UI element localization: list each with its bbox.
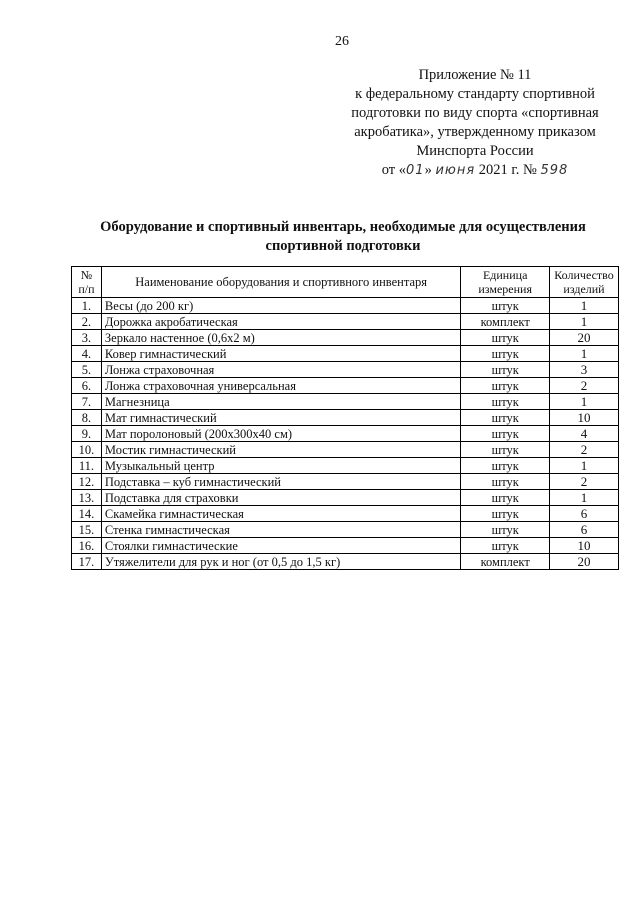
- cell-unit: штук: [461, 362, 550, 378]
- equipment-table: [71, 266, 619, 570]
- handwritten-order-number: 598: [540, 163, 569, 178]
- table-row: [72, 298, 619, 314]
- cell-qty: 1: [550, 490, 619, 506]
- cell-num: 3.: [72, 330, 102, 346]
- cell-num: 13.: [72, 490, 102, 506]
- appendix-line-4: акробатика», утвержденному приказом: [354, 124, 596, 140]
- appendix-line-3: подготовки по виду спорта «спортивная: [351, 105, 599, 121]
- table-row: [72, 314, 619, 330]
- header-name: Наименование оборудования и спортивного инвентаря: [101, 267, 460, 298]
- appendix-header: [330, 66, 620, 180]
- header-num: № п/п: [72, 267, 102, 298]
- title-line-1: Оборудование и спортивный инвентарь, необходимые для осуществления: [100, 219, 586, 235]
- cell-unit: штук: [461, 522, 550, 538]
- cell-qty: 6: [550, 506, 619, 522]
- handwritten-day: 01: [406, 163, 425, 178]
- cell-unit: штук: [461, 474, 550, 490]
- table-row: [72, 522, 619, 538]
- cell-name: Весы (до 200 кг): [101, 298, 460, 314]
- appendix-title: Приложение № 11: [418, 67, 532, 83]
- cell-qty: 1: [550, 314, 619, 330]
- cell-num: 7.: [72, 394, 102, 410]
- cell-unit: штук: [461, 298, 550, 314]
- table-row: [72, 474, 619, 490]
- cell-name: Стоялки гимнастические: [101, 538, 460, 554]
- date-year: 2021 г. №: [475, 162, 541, 178]
- cell-unit: штук: [461, 330, 550, 346]
- cell-name: Стенка гимнастическая: [101, 522, 460, 538]
- cell-unit: комплект: [461, 314, 550, 330]
- cell-name: Музыкальный центр: [101, 458, 460, 474]
- cell-qty: 3: [550, 362, 619, 378]
- table-row: [72, 378, 619, 394]
- cell-unit: штук: [461, 506, 550, 522]
- cell-name: Лонжа страховочная: [101, 362, 460, 378]
- cell-qty: 20: [550, 554, 619, 570]
- cell-unit: комплект: [461, 554, 550, 570]
- cell-unit: штук: [461, 378, 550, 394]
- table-row: [72, 330, 619, 346]
- table-row: [72, 538, 619, 554]
- cell-name: Мостик гимнастический: [101, 442, 460, 458]
- cell-name: Подставка – куб гимнастический: [101, 474, 460, 490]
- cell-unit: штук: [461, 394, 550, 410]
- table-row: [72, 458, 619, 474]
- cell-name: Мат поролоновый (200x300x40 см): [101, 426, 460, 442]
- cell-num: 17.: [72, 554, 102, 570]
- date-prefix: от «: [381, 162, 407, 178]
- appendix-line-2: к федеральному стандарту спортивной: [355, 86, 595, 102]
- cell-num: 10.: [72, 442, 102, 458]
- table-header-row: [72, 267, 619, 298]
- date-mid: »: [424, 162, 436, 178]
- table-row: [72, 410, 619, 426]
- order-date-line: [330, 161, 620, 180]
- cell-unit: штук: [461, 458, 550, 474]
- cell-num: 5.: [72, 362, 102, 378]
- table-row: [72, 426, 619, 442]
- cell-qty: 10: [550, 410, 619, 426]
- cell-num: 4.: [72, 346, 102, 362]
- cell-name: Дорожка акробатическая: [101, 314, 460, 330]
- cell-name: Ковер гимнастический: [101, 346, 460, 362]
- cell-name: Скамейка гимнастическая: [101, 506, 460, 522]
- cell-name: Магнезница: [101, 394, 460, 410]
- cell-num: 11.: [72, 458, 102, 474]
- table-row: [72, 346, 619, 362]
- table-row: [72, 490, 619, 506]
- cell-qty: 1: [550, 394, 619, 410]
- cell-name: Мат гимнастический: [101, 410, 460, 426]
- cell-num: 16.: [72, 538, 102, 554]
- cell-unit: штук: [461, 538, 550, 554]
- table-row: [72, 506, 619, 522]
- cell-num: 6.: [72, 378, 102, 394]
- document-title: [60, 218, 626, 256]
- cell-qty: 1: [550, 346, 619, 362]
- cell-qty: 1: [550, 458, 619, 474]
- cell-qty: 6: [550, 522, 619, 538]
- cell-qty: 4: [550, 426, 619, 442]
- cell-num: 12.: [72, 474, 102, 490]
- table-row: [72, 442, 619, 458]
- table-row: [72, 362, 619, 378]
- cell-num: 15.: [72, 522, 102, 538]
- cell-qty: 1: [550, 298, 619, 314]
- cell-unit: штук: [461, 426, 550, 442]
- appendix-line-5: Минспорта России: [416, 143, 534, 159]
- table-row: [72, 554, 619, 570]
- page-number: 26: [335, 34, 349, 49]
- title-line-2: спортивной подготовки: [265, 238, 421, 254]
- cell-name: Лонжа страховочная универсальная: [101, 378, 460, 394]
- cell-qty: 2: [550, 442, 619, 458]
- header-qty: Количество изделий: [550, 267, 619, 298]
- cell-qty: 20: [550, 330, 619, 346]
- cell-qty: 10: [550, 538, 619, 554]
- cell-name: Утяжелители для рук и ног (от 0,5 до 1,5 кг): [101, 554, 460, 570]
- table-row: [72, 394, 619, 410]
- cell-num: 9.: [72, 426, 102, 442]
- cell-num: 1.: [72, 298, 102, 314]
- cell-qty: 2: [550, 378, 619, 394]
- cell-unit: штук: [461, 442, 550, 458]
- cell-name: Зеркало настенное (0,6x2 м): [101, 330, 460, 346]
- cell-num: 8.: [72, 410, 102, 426]
- cell-unit: штук: [461, 490, 550, 506]
- handwritten-month: июня: [435, 163, 476, 178]
- cell-num: 2.: [72, 314, 102, 330]
- header-unit: Единица измерения: [461, 267, 550, 298]
- cell-name: Подставка для страховки: [101, 490, 460, 506]
- cell-qty: 2: [550, 474, 619, 490]
- cell-num: 14.: [72, 506, 102, 522]
- cell-unit: штук: [461, 346, 550, 362]
- cell-unit: штук: [461, 410, 550, 426]
